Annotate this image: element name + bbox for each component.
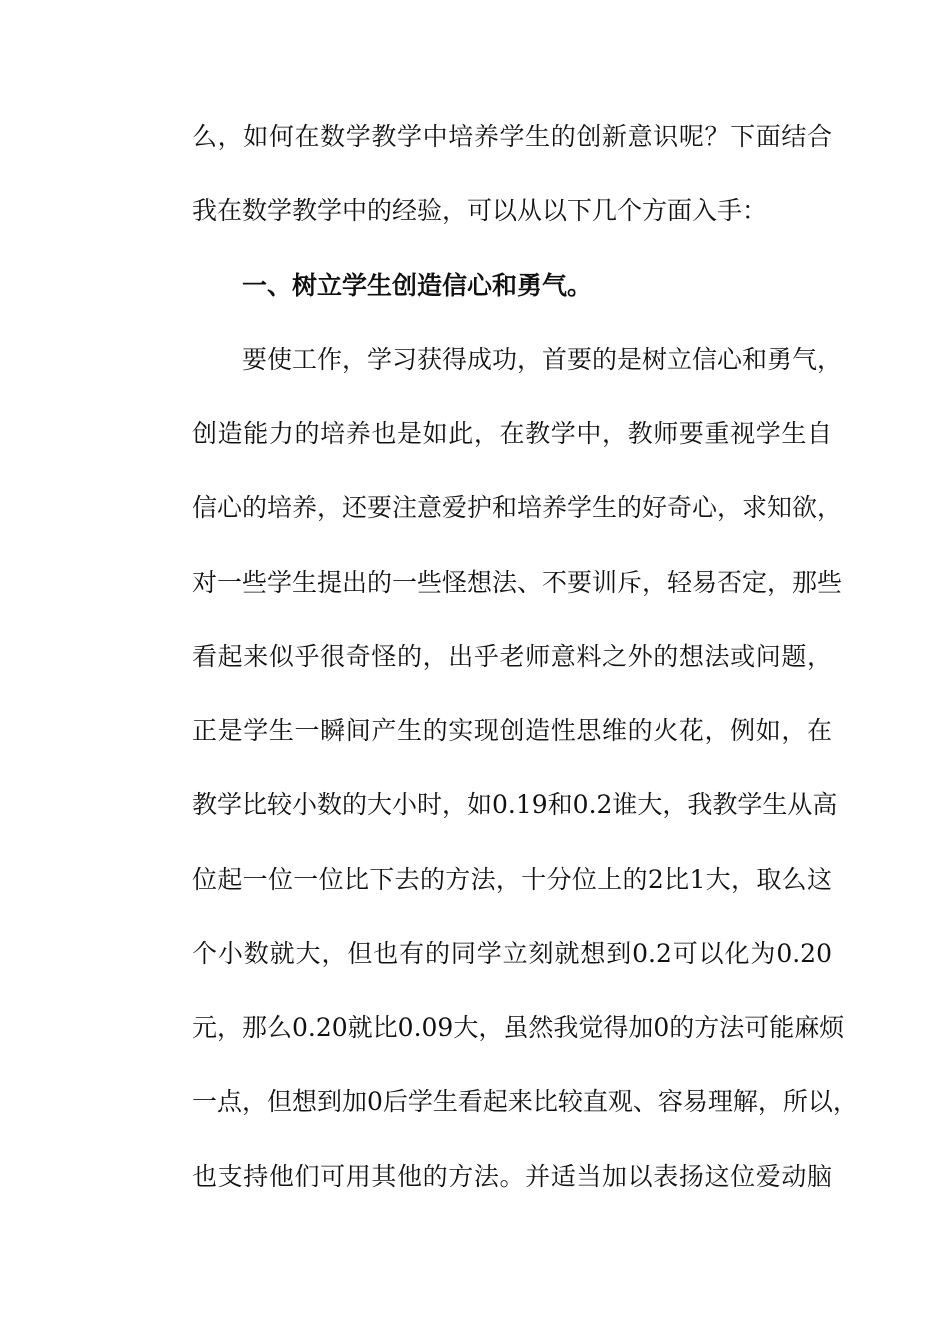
text-line: 也支持他们可用其他的方法。并适当加以表扬这位爱动脑	[192, 1162, 832, 1191]
text-line: 一点，但想到加0后学生看起来比较直观、容易理解，所以，	[192, 1087, 858, 1116]
text-line: 正是学生一瞬间产生的实现创造性思维的火花，例如，在	[192, 716, 832, 745]
section-heading: 一、树立学生创造信心和勇气。	[242, 271, 593, 300]
text-line: 看起来似乎很奇怪的，出乎老师意料之外的想法或问题，	[192, 642, 832, 671]
text-line: 我在数学教学中的经验，可以从以下几个方面入手：	[192, 196, 768, 225]
text-line: 要使工作，学习获得成功，首要的是树立信心和勇气，	[242, 345, 843, 374]
text-line: 么，如何在数学教学中培养学生的创新意识呢？下面结合	[192, 122, 832, 151]
text-line: 创造能力的培养也是如此，在教学中，教师要重视学生自	[192, 419, 832, 448]
text-line: 教学比较小数的大小时，如0.19和0.2谁大，我教学生从高	[192, 790, 838, 819]
text-line: 个小数就大，但也有的同学立刻就想到0.2可以化为0.20	[192, 939, 832, 968]
text-line: 信心的培养，还要注意爱护和培养学生的好奇心，求知欲，	[192, 493, 843, 522]
text-line: 元，那么0.20就比0.09大，虽然我觉得加0的方法可能麻烦	[192, 1013, 845, 1042]
text-line: 对一些学生提出的一些怪想法、不要训斥，轻易否定，那些	[192, 568, 843, 597]
text-line: 位起一位一位比下去的方法，十分位上的2比1大，取么这	[192, 865, 832, 894]
